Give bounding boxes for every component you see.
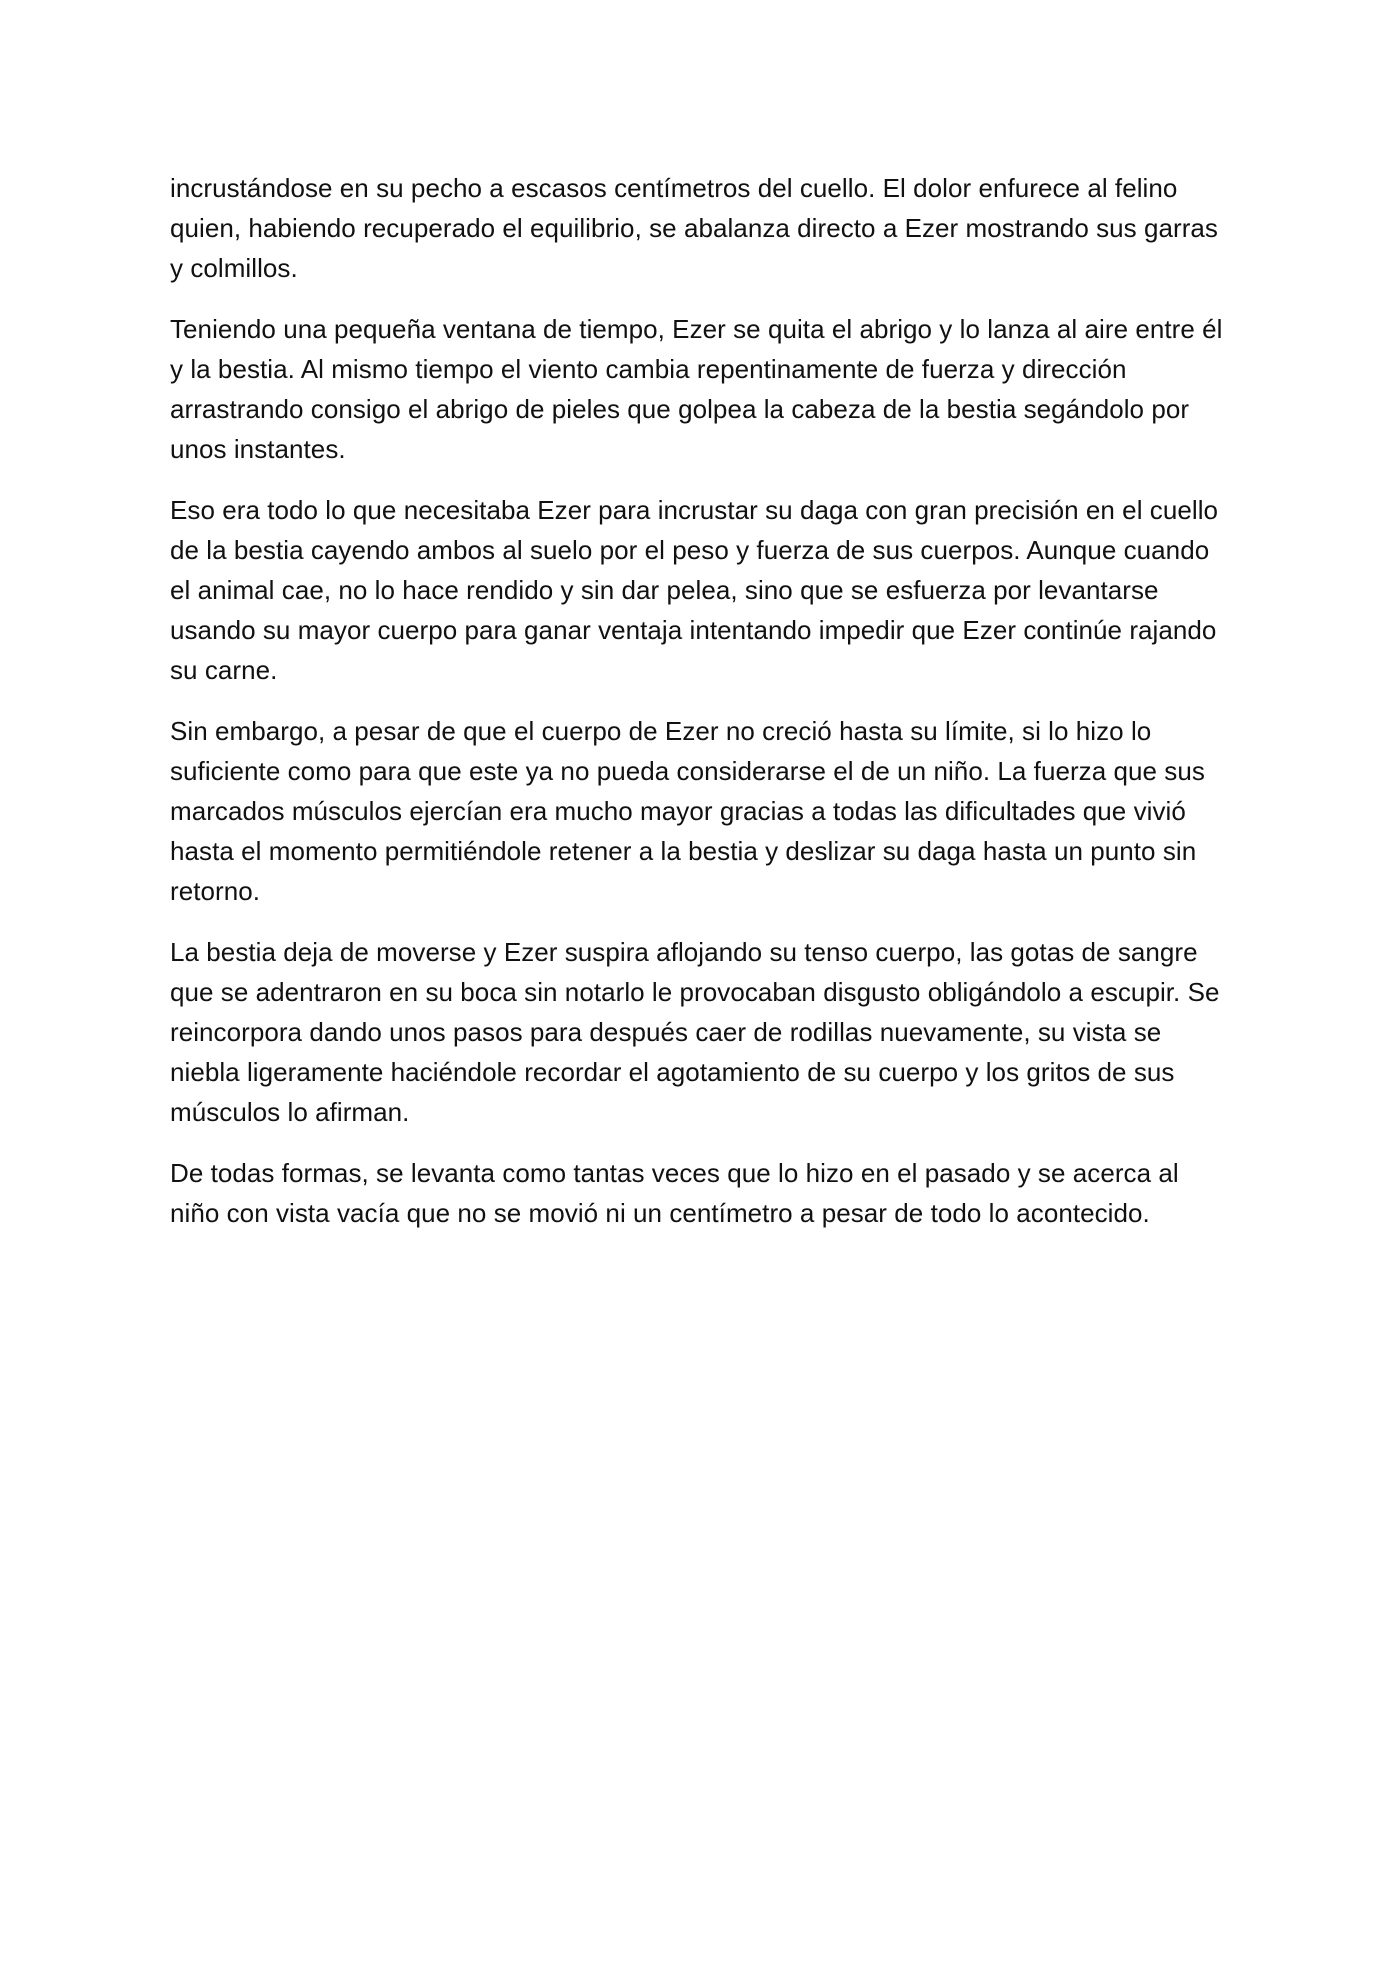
paragraph-2: Teniendo una pequeña ventana de tiempo, Ezer se quita el abrigo y lo lanza al aire entre él y la bestia. Al mismo tiempo el viento cambia repentinamente de fuerza y dirección arrastrando consigo el abrigo de pieles que golpea la cabeza de la bestia segándolo por unos instantes. <box>170 314 1223 464</box>
paragraph-6: De todas formas, se levanta como tantas veces que lo hizo en el pasado y se acerca al niño con vista vacía que no se movió ni un centímetro a pesar de todo lo acontecido. <box>170 1158 1179 1228</box>
paragraph-4: Sin embargo, a pesar de que el cuerpo de Ezer no creció hasta su límite, si lo hizo lo suficiente como para que este ya no pueda considerarse el de un niño. La fuerza que sus marcados músculos ejercían era mucho mayor gracias a todas las dificultades que vivió hasta el momento permitiéndole retener a la bestia y deslizar su daga hasta un punto sin retorno. <box>170 716 1205 906</box>
paragraph-3: Eso era todo lo que necesitaba Ezer para incrustar su daga con gran precisión en el cuello de la bestia cayendo ambos al suelo por el peso y fuerza de sus cuerpos. Aunque cuando el animal cae, no lo hace rendido y sin dar pelea, sino que se esfuerza por levantarse usando su mayor cuerpo para ganar ventaja intentando impedir que Ezer continúe rajando su carne. <box>170 495 1219 685</box>
paragraph-5: La bestia deja de moverse y Ezer suspira aflojando su tenso cuerpo, las gotas de sangre que se adentraron en su boca sin notarlo le provocaban disgusto obligándolo a escupir. Se reincorpora dando unos pasos para después caer de rodillas nuevamente, su vista se niebla ligeramente haciéndole recordar el agotamiento de su cuerpo y los gritos de sus músculos lo afirman. <box>170 937 1220 1127</box>
document-body <box>170 168 1230 1233</box>
paragraph-1: incrustándose en su pecho a escasos centímetros del cuello. El dolor enfurece al felino quien, habiendo recuperado el equilibrio, se abalanza directo a Ezer mostrando sus garras y colmillos. <box>170 173 1218 283</box>
